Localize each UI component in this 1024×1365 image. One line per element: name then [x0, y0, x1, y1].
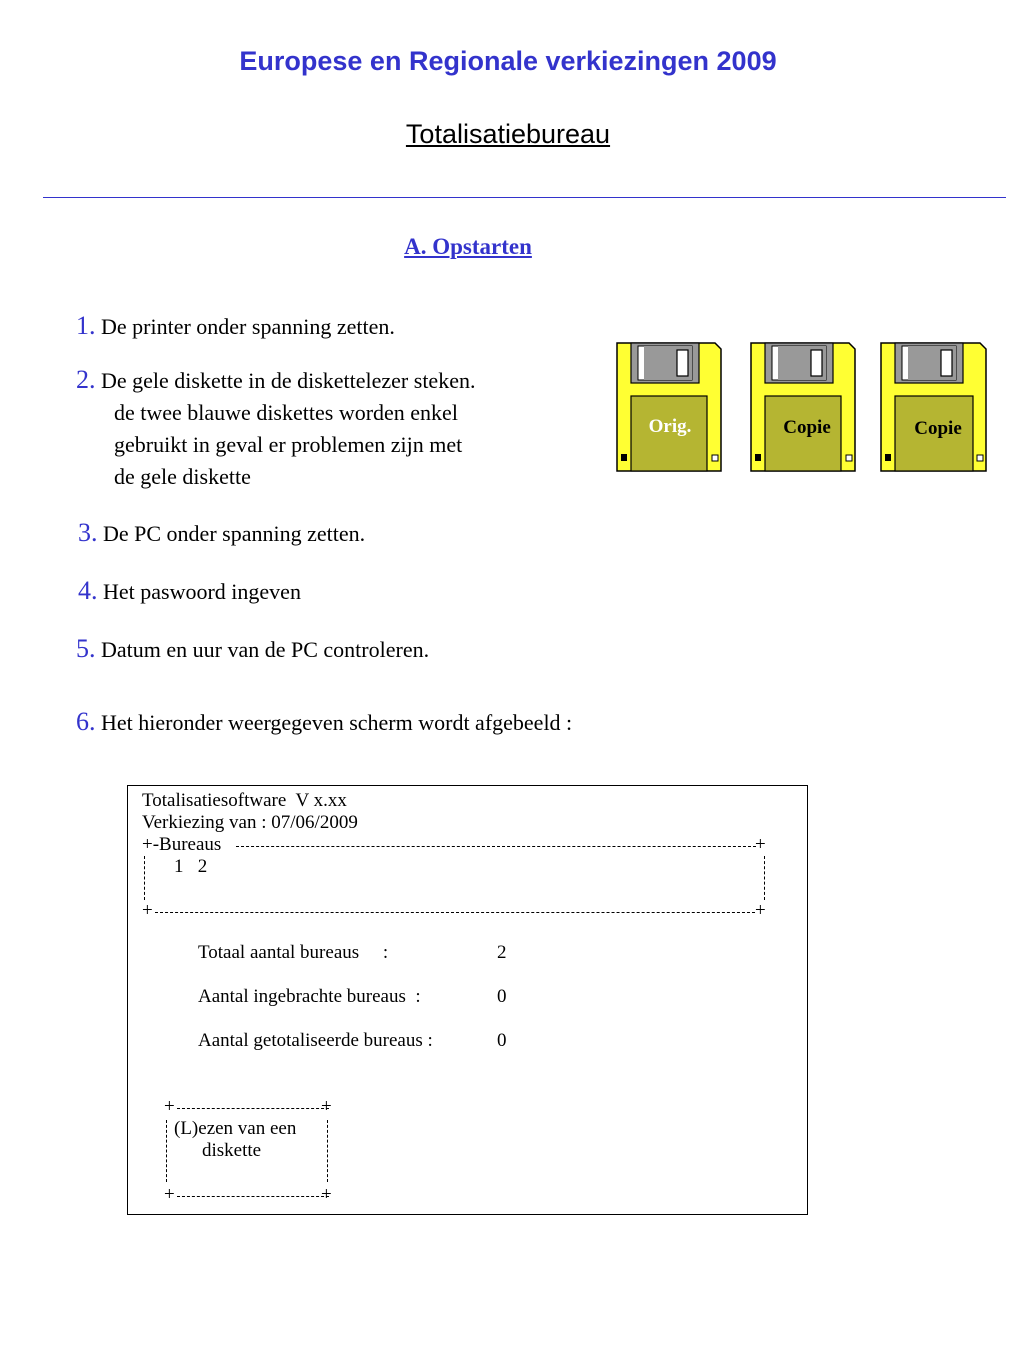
- bureaus-box-left-border: [144, 856, 145, 900]
- stat-total-value: 2: [497, 942, 507, 963]
- bureaus-box-right-border: [764, 856, 765, 900]
- step-2-note-line: gebruikt in geval er problemen zijn met: [114, 432, 463, 457]
- button-corner: +: [321, 1184, 332, 1205]
- button-corner: +: [321, 1096, 332, 1117]
- diskette-label: Copie: [914, 418, 962, 439]
- step-number: 3.: [78, 518, 98, 547]
- button-bottom-border: [177, 1196, 329, 1197]
- bureaus-box-label: +-Bureaus: [142, 834, 222, 855]
- stat-ingebracht-value: 0: [497, 986, 507, 1007]
- section-title: A. Opstarten: [404, 234, 532, 259]
- step-text: Het hieronder weergegeven scherm wordt afgebeeld :: [101, 710, 573, 735]
- stat-total-label: Totaal aantal bureaus :: [198, 942, 389, 963]
- diskette-copie-icon: [750, 342, 856, 472]
- bureaus-box-bottom-border: [155, 912, 755, 913]
- step-1: [76, 310, 395, 343]
- step-3: [78, 517, 365, 550]
- software-screen: [127, 785, 808, 1215]
- step-2-note-line: de twee blauwe diskettes worden enkel: [114, 400, 458, 425]
- button-corner: +: [164, 1096, 175, 1117]
- bureaus-box-corner: +: [142, 900, 153, 921]
- diskette-label: Copie: [783, 417, 831, 438]
- stat-getotaliseerd-label: Aantal getotaliseerde bureaus :: [198, 1030, 433, 1051]
- bureaus-box-top-border: [236, 846, 756, 847]
- step-number: 1.: [76, 311, 96, 340]
- step-number: 5.: [76, 634, 96, 663]
- button-right-border: [327, 1120, 328, 1182]
- screen-version-line: Totalisatiesoftware V x.xx: [142, 790, 347, 811]
- step-text: Het paswoord ingeven: [103, 579, 301, 604]
- diskette-label: Orig.: [648, 416, 692, 437]
- screen-election-line: Verkiezing van : 07/06/2009: [142, 812, 358, 833]
- stat-ingebracht-label: Aantal ingebrachte bureaus :: [198, 986, 421, 1007]
- bureaus-list[interactable]: 1 2: [174, 856, 208, 877]
- bureaus-box-corner: +: [755, 900, 766, 921]
- step-text: De PC onder spanning zetten.: [103, 521, 366, 546]
- step-text: Datum en uur van de PC controleren.: [101, 637, 430, 662]
- step-6: [76, 706, 572, 739]
- page-subtitle: Totalisatiebureau: [405, 119, 611, 149]
- button-left-border: [166, 1120, 167, 1182]
- step-number: 2.: [76, 365, 96, 394]
- step-text: De printer onder spanning zetten.: [101, 314, 395, 339]
- step-number: 6.: [76, 707, 96, 736]
- read-diskette-button[interactable]: [164, 1096, 336, 1205]
- step-5: [76, 633, 429, 666]
- stat-getotaliseerd-value: 0: [497, 1030, 507, 1051]
- step-number: 4.: [78, 576, 98, 605]
- header-divider: [43, 197, 1006, 198]
- button-label-line1: (L)ezen van een: [174, 1118, 297, 1139]
- diskette-orig-icon: [616, 342, 722, 472]
- page-title: Europese en Regionale verkiezingen 2009: [239, 46, 777, 76]
- step-2: [76, 364, 475, 493]
- step-text: De gele diskette in de diskettelezer steken.: [101, 368, 476, 393]
- button-top-border: [177, 1108, 329, 1109]
- step-4: [78, 575, 301, 608]
- step-2-note-line: de gele diskette: [114, 464, 251, 489]
- button-label-line2: diskette: [202, 1140, 262, 1161]
- diskette-copie-icon: [880, 342, 987, 472]
- button-corner: +: [164, 1184, 175, 1205]
- bureaus-box-corner: +: [755, 834, 766, 855]
